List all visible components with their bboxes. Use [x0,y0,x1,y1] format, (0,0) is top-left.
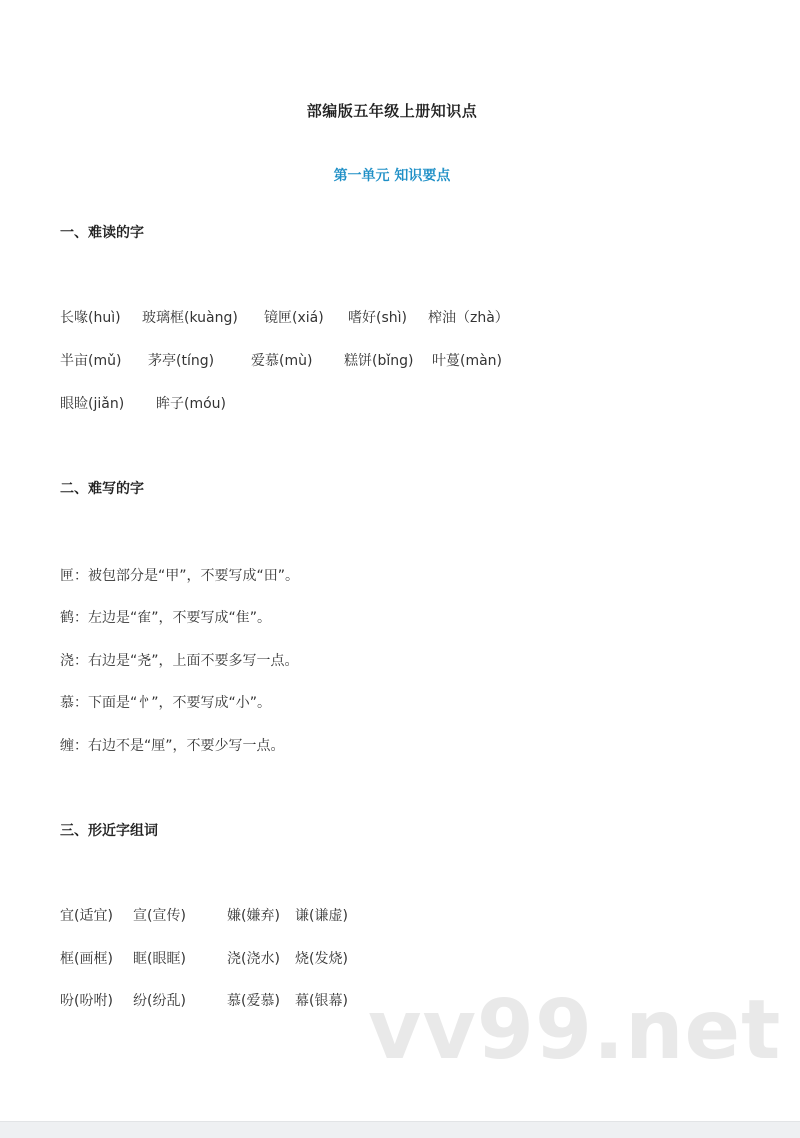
pinyin-word: 茅亭(tíng) [148,353,215,369]
writing-tip-line: 匣：被包部分是“甲”，不要写成“田”。 [60,568,300,584]
pinyin-word: 嗜好(shì) [348,310,407,326]
similar-char-word: 烧(发烧) [295,951,348,967]
writing-tip-line: 鹤：左边是“隺”，不要写成“隹”。 [60,610,272,626]
similar-char-word: 浇(浇水) [227,951,280,967]
similar-char-word: 慕(爱慕) [227,993,280,1009]
similar-char-word: 幕(银幕) [295,993,348,1009]
site-watermark: vv99.net [368,983,782,1078]
similar-char-word: 吩(吩咐) [60,993,113,1009]
writing-tip-line: 浇：右边是“尧”，上面不要多写一点。 [60,653,299,669]
section-heading-similar-characters: 三、形近字组词 [60,823,158,839]
document-title: 部编版五年级上册知识点 [306,102,478,120]
similar-char-word: 宣(宣传) [133,908,186,924]
pinyin-word: 叶蔓(màn) [432,353,503,369]
unit-subtitle: 第一单元 知识要点 [333,168,451,184]
similar-char-word: 嫌(嫌弃) [227,908,280,924]
pinyin-word: 眸子(móu) [156,396,226,412]
pinyin-word: 镜匣(xiá) [264,310,324,326]
section-heading-hard-to-write: 二、难写的字 [60,481,144,497]
page-bottom-edge [0,1121,800,1138]
pinyin-word: 眼睑(jiǎn) [60,396,125,412]
writing-tip-line: 慕：下面是“㣺”，不要写成“小”。 [60,695,272,711]
similar-char-word: 纷(纷乱) [133,993,186,1009]
similar-char-word: 眶(眼眶) [133,951,186,967]
similar-char-word: 框(画框) [60,951,113,967]
writing-tip-line: 缠：右边不是“厘”，不要少写一点。 [60,738,285,754]
pinyin-word: 榨油（zhà） [428,310,509,326]
similar-char-word: 宜(适宜) [60,908,113,924]
similar-char-word: 谦(谦虚) [295,908,348,924]
pinyin-word: 爱慕(mù) [251,353,313,369]
pinyin-word: 半亩(mǔ) [60,353,122,369]
section-heading-hard-to-read: 一、难读的字 [60,225,144,241]
pinyin-word: 玻璃框(kuàng) [142,310,238,326]
pinyin-word: 糕饼(bǐng) [344,353,414,369]
pinyin-word: 长喙(huì) [60,310,121,326]
